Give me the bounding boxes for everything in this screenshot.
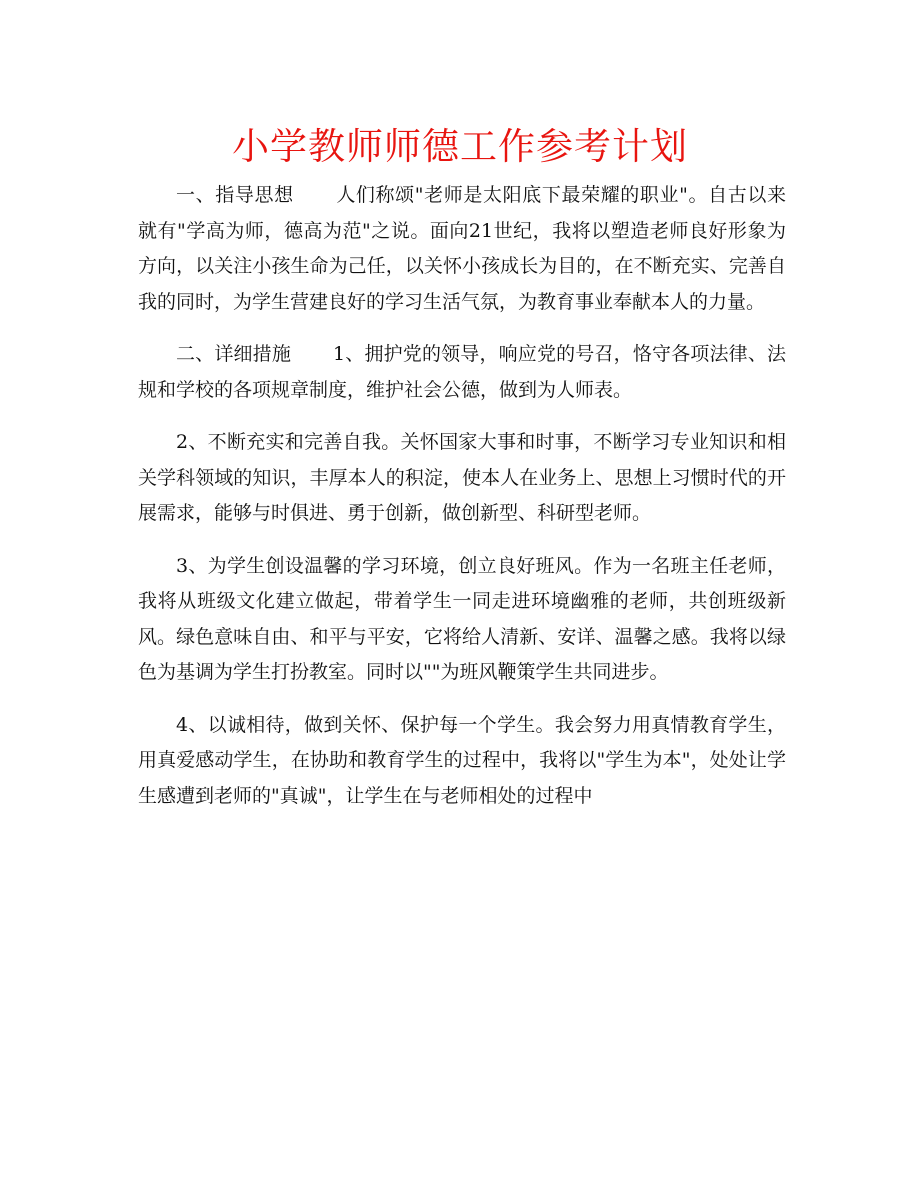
document-title: 小学教师师德工作参考计划 xyxy=(232,125,688,168)
section-heading: 二、详细措施 xyxy=(176,343,292,365)
paragraph-text: 4、以诚相待，做到关怀、保护每一个学生。我会努力用真情教育学生，用真爱感动学生，在协助和教育学生的过程中，我将以"学生为本"，处处让学生感遭到老师的"真诚"，让学生在与老师相处的过程中 xyxy=(138,713,786,807)
paragraph-text: 1、拥护党的领导，响应党的号召，恪守各项法律、法规和学校的各项规章制度，维护社会公德，做到为人师表。 xyxy=(138,343,786,401)
paragraph-item-2 xyxy=(138,425,786,532)
paragraph-item-4 xyxy=(138,708,786,815)
paragraph-guiding-ideology xyxy=(138,178,786,320)
paragraph-text: 2、不断充实和完善自我。关怀国家大事和时事，不断学习专业知识和相关学科领域的知识，丰厚本人的积淀，使本人在业务上、思想上习惯时代的开展需求，能够与时俱进、勇于创新，做创新型、科研型老师。 xyxy=(138,431,786,524)
paragraph-text: 3、为学生创设温馨的学习环境，创立良好班风。作为一名班主任老师，我将从班级文化建立做起，带着学生一同走进环境幽雅的老师，共创班级新风。绿色意味自由、和平与平安，它将给人清新、安详、温馨之感。我将以绿色为基调为学生打扮教室。同时以""为班风鞭策学生共同进步。 xyxy=(138,554,786,683)
section-heading: 一、指导思想 xyxy=(176,184,294,206)
paragraph-measures xyxy=(138,337,786,408)
paragraph-text: 人们称颂"老师是太阳底下最荣耀的职业"。自古以来就有"学高为师，德高为范"之说。面向21世纪，我将以塑造老师良好形象为方向，以关注小孩生命为己任，以关怀小孩成长为目的，在不断充实、完善自我的同时，为学生营建良好的学习生活气氛，为教育事业奉献本人的力量。 xyxy=(138,184,786,313)
document-body xyxy=(138,178,786,831)
paragraph-item-3 xyxy=(138,549,786,691)
